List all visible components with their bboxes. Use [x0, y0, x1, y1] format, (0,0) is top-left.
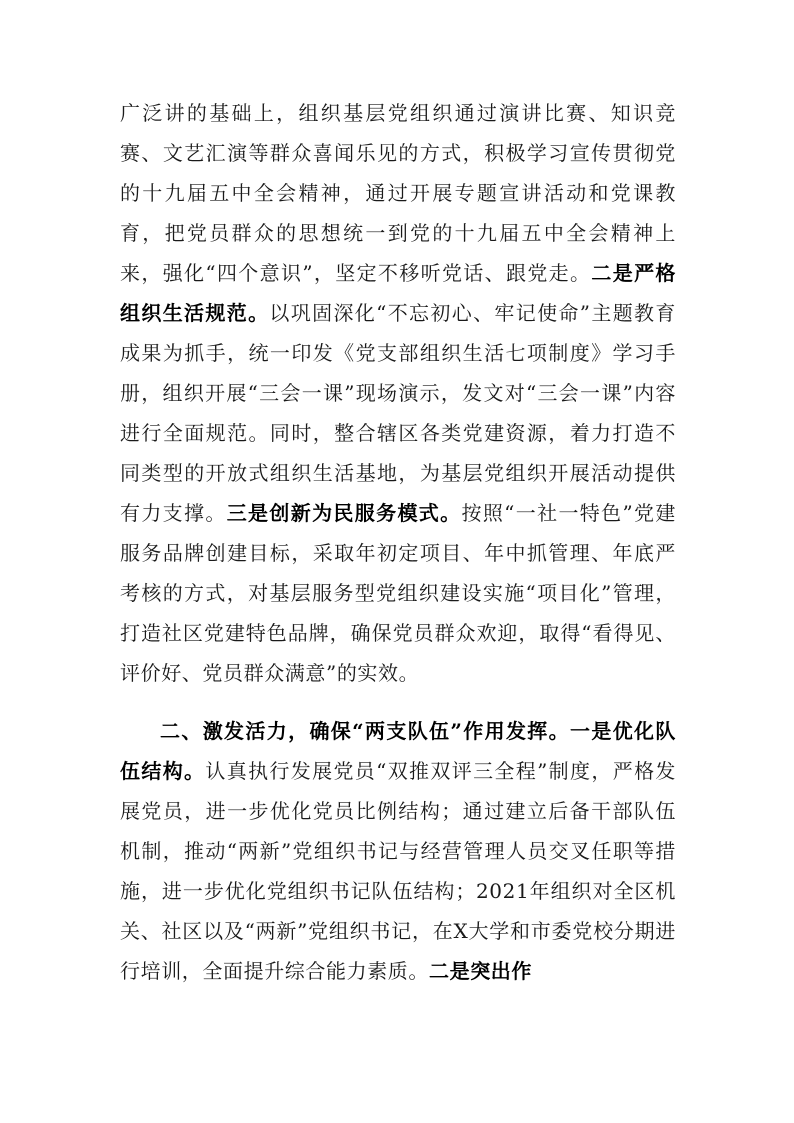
- paragraph-1: [120, 93, 676, 693]
- section-heading-2: 二、激发活力，确保“两支队伍”作用发挥。一是优化队伍结构。: [120, 719, 676, 783]
- paragraph-1-text-1: 广泛讲的基础上，组织基层党组织通过演讲比赛、知识竞赛、文艺汇演等群众喜闻乐见的方式，积极学习宣传贯彻党的十九届五中全会精神，通过开展专题宣讲活动和党课教育，把党员群众的思想统一到党的十九届五中全会精神上来，强化“四个意识”，坚定不移听党话、跟党走。: [120, 101, 676, 285]
- paragraph-1-text-2: 以巩固深化“不忘初心、牢记使命”主题教育成果为抓手，统一印发《党支部组织生活七项制度》学习手册，组织开展“三会一课”现场演示，发文对“三会一课”内容进行全面规范。同时，整合辖区各类党建资源，着力打造不同类型的开放式组织生活基地，为基层党组织开展活动提供有力支撑。: [120, 301, 677, 525]
- paragraph-1-text-3: 按照“一社一特色”党建服务品牌创建目标，采取年初定项目、年中抓管理、年底严考核的方式，对基层服务型党组织建设实施“项目化”管理，打造社区党建特色品牌，确保党员群众欢迎，取得“看得见、评价好、党员群众满意”的实效。: [120, 501, 676, 685]
- paragraph-1-heading-3: 三是创新为民服务模式。: [226, 501, 462, 525]
- paragraph-2: [120, 711, 676, 991]
- paragraph-2-text-1: 认真执行发展党员“双推双评三全程”制度，严格发展党员，进一步优化党员比例结构；通过建立后备干部队伍机制，推动“两新”党组织书记与经营管理人员交叉任职等措施，进一步优化党组织书记队伍结构；2021年组织对全区机关、社区以及“两新”党组织书记，在X大学和市委党校分期进行培训，全面提升综合能力素质。: [120, 759, 677, 983]
- document-page: [120, 93, 676, 991]
- paragraph-2-heading-2: 二是突出作: [429, 959, 532, 983]
- paragraph-1-heading-2: 二是严格组织生活规范。: [120, 261, 677, 325]
